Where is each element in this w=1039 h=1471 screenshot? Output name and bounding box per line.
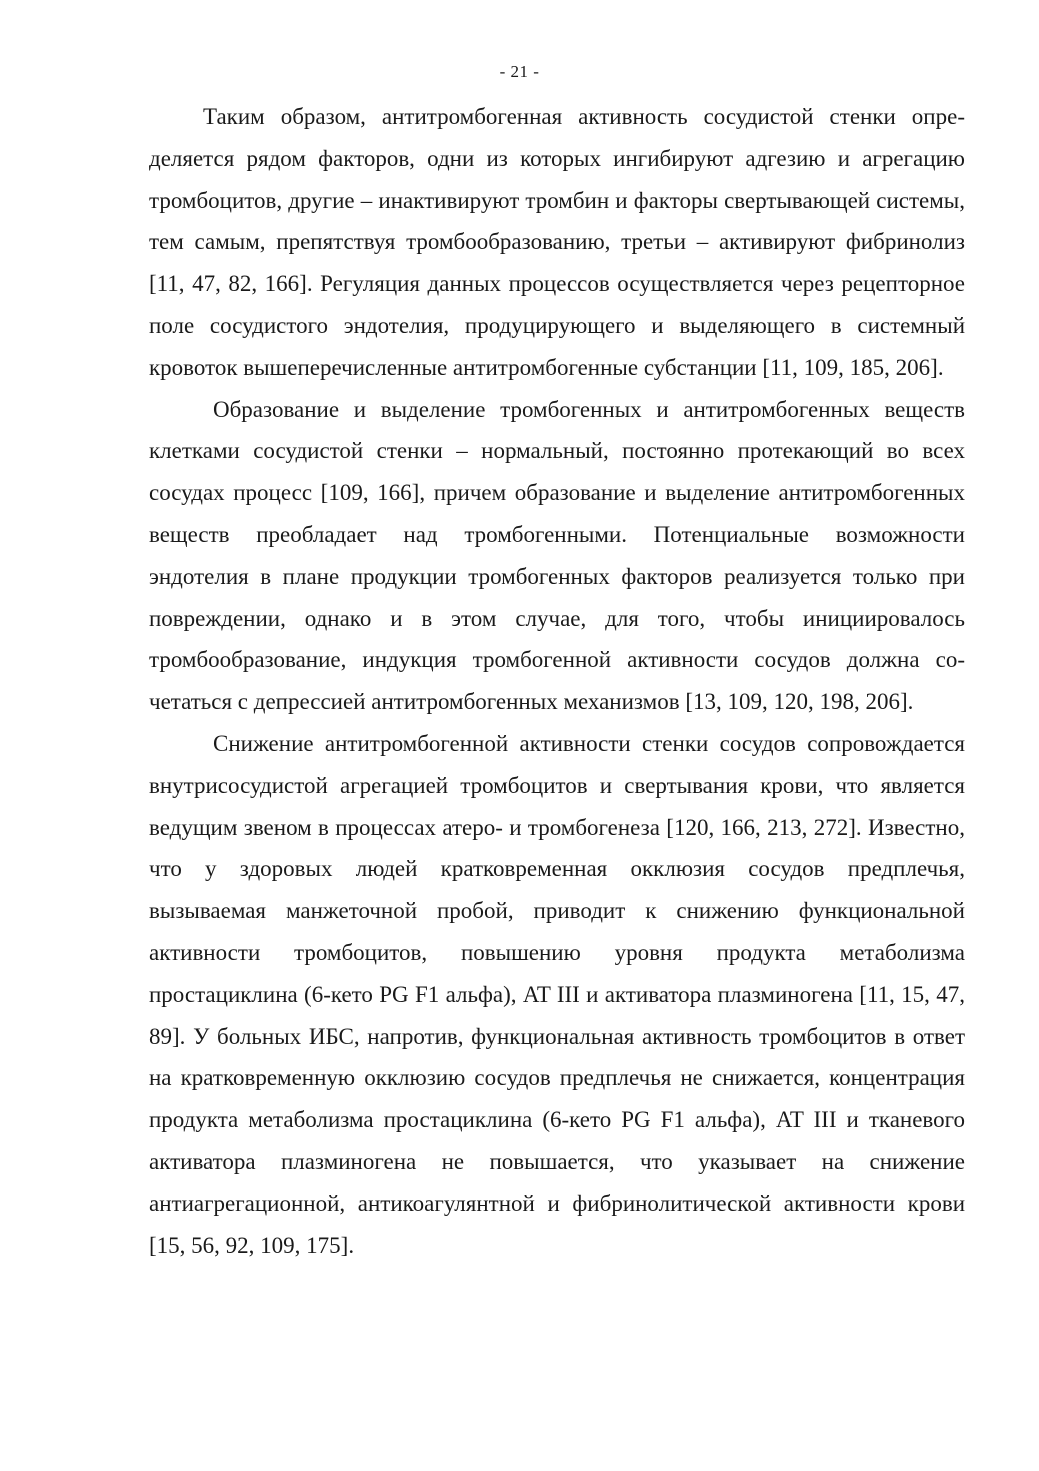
body-text — [149, 96, 965, 1266]
paragraph-2: Образование и выделение тромбогенных и антитромбогенных веществ клетками сосудистой стенки – нормальный, постоянно протекающий во всех сосудах процесс [109, 166], причем образование и выделение антитромбогенных веществ преобладает над тромбогенными. Потенциальные возможности эндотелия в плане продукции тромбогенных факторов реализуется только при повреждении, однако и в этом случае, для того, чтобы инициировалось тромбообразование, индукция тромбогенной активности сосудов должна сочетаться с депрессией антитромбогенных механизмов [13, 109, 120, 198, 206]. — [149, 396, 965, 715]
paragraph-3: Снижение антитромбогенной активности стенки сосудов сопровождается внутрисосудистой агрегацией тромбоцитов и свертывания крови, что является ведущим звеном в процессах атеро- и тромбогенеза [120, 166, 213, 272]. Известно, что у здоровых людей кратковременная окклюзия сосудов предплечья, вызываемая манжеточной пробой, приводит к снижению функциональной активности тромбоцитов, повышению уровня продукта метаболизма простациклина (6-кето PG F1 альфа), AT III и активатора плазминогена [11, 15, 47, 89]. У больных ИБС, напротив, функциональная активность тромбоцитов в ответ на кратковременную окклюзию сосудов предплечья не снижается, концентрация продукта метаболизма простациклина (6-кето PG F1 альфа), AT III и тканевого активатора плазминогена не повышается, что указывает на снижение антиагрегационной, антикоагулянтной и фибринолитической активности крови [15, 56, 92, 109, 175]. — [149, 730, 965, 1258]
page-number: - 21 - — [499, 62, 540, 81]
paragraph-1: Таким образом, антитромбогенная активность сосудистой стенки определяется рядом факторов, одни из которых ингибируют адгезию и агрегацию тромбоцитов, другие – инактивируют тромбин и факторы свертывающей системы, тем самым, препятствуя тромбообразованию, третьи – активируют фибринолиз [11, 47, 82, 166]. Регуляция данных процессов осуществляется через рецепторное поле сосудистого эндотелия, продуцирующего и выделяющего в системный кровоток вышеперечисленные антитромбогенные субстанции [11, 109, 185, 206]. — [149, 104, 965, 380]
